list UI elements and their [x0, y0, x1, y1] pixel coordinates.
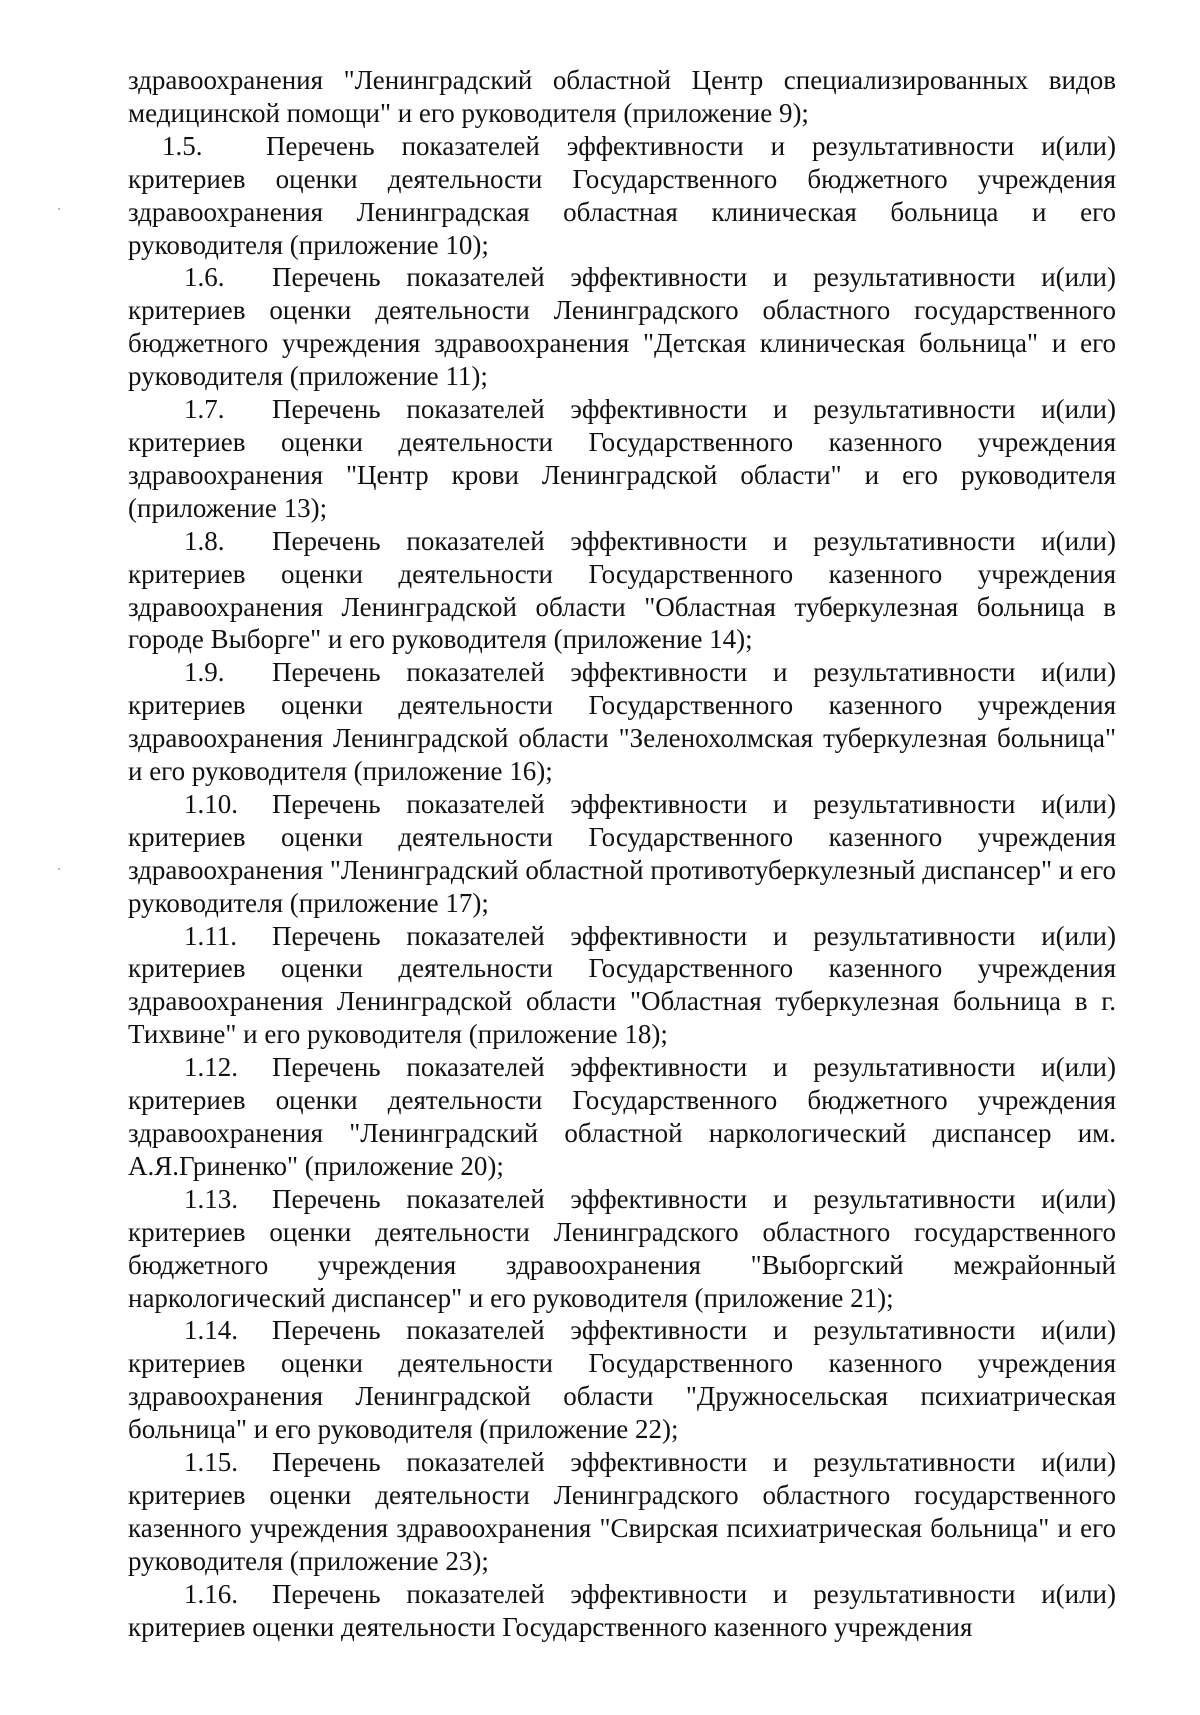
list-item [128, 130, 1116, 262]
item-text: Перечень показателей эффективности и результативности и(или) критериев оценки деятельности Государственного казенного учреждения здравоохранения "Ленинградский областной противотуберкулезный диспансер" и его руководителя (приложение 17); [128, 788, 1116, 918]
item-text: Перечень показателей эффективности и результативности и(или) критериев оценки деятельности Государственного бюджетного учреждения здравоохранения Ленинградская областная клиническая больница и его руководителя (приложение 10); [128, 130, 1116, 260]
item-number: 1.7. [184, 394, 225, 425]
document-page [128, 64, 1116, 1644]
list-item [128, 656, 1116, 788]
list-item [128, 261, 1116, 393]
list-item [128, 1183, 1116, 1315]
list-item [128, 393, 1116, 525]
item-text: Перечень показателей эффективности и результативности и(или) критериев оценки деятельности Государственного бюджетного учреждения здравоохранения "Ленинградский областной наркологический диспансер им. А.Я.Гриненко" (приложение 20); [128, 1052, 1116, 1181]
list-item [128, 788, 1116, 920]
scan-speck [58, 208, 60, 210]
item-text: Перечень показателей эффективности и результативности и(или) критериев оценки деятельности Ленинградского областного государственного казенного учреждения здравоохранения "Свирская психиатрическая больница" и его руководителя (приложение 23); [128, 1447, 1116, 1576]
item-number: 1.14. [184, 1315, 238, 1346]
item-text: Перечень показателей эффективности и результативности и(или) критериев оценки деятельности Ленинградского областного государственного бюджетного учреждения здравоохранения "Детская клиническая больница" и его руководителя (приложение 11); [128, 262, 1116, 392]
item-text: Перечень показателей эффективности и результативности и(или) критериев оценки деятельности Государственного казенного учреждения здравоохранения Ленинградской области "Областная туберкулезная больница в городе Выборге" и его руководителя (приложение 14); [128, 525, 1116, 655]
item-text: Перечень показателей эффективности и результативности и(или) критериев оценки деятельности Государственного казенного учреждения здравоохранения "Центр крови Ленинградской области" и его руководителя (приложение 13); [128, 394, 1116, 523]
item-text: Перечень показателей эффективности и результативности и(или) критериев оценки деятельности Государственного казенного учреждения здравоохранения Ленинградской области "Дружносельская психиатрическая больница" и его руководителя (приложение 22); [128, 1315, 1116, 1445]
item-number: 1.9. [184, 657, 225, 688]
item-number: 1.8. [184, 525, 225, 556]
item-text: Перечень показателей эффективности и результативности и(или) критериев оценки деятельности Ленинградского областного государственного бюджетного учреждения здравоохранения "Выборгский межрайонный наркологический диспансер" и его руководителя (приложение 21); [128, 1183, 1116, 1313]
item-text: Перечень показателей эффективности и результативности и(или) критериев оценки деятельности Государственного казенного учреждения здравоохранения Ленинградской области "Зеленохолмская туберкулезная больница" и его руководителя (приложение 16); [128, 657, 1116, 787]
item-number: 1.13. [184, 1183, 238, 1214]
list-item [128, 1051, 1116, 1183]
item-text: Перечень показателей эффективности и результативности и(или) критериев оценки деятельности Государственного казенного учреждения [128, 1578, 1116, 1642]
item-number: 1.15. [184, 1447, 238, 1478]
item-number: 1.16. [184, 1578, 238, 1609]
scan-speck [58, 868, 60, 870]
item-text: Перечень показателей эффективности и результативности и(или) критериев оценки деятельности Государственного казенного учреждения здравоохранения Ленинградской области "Областная туберкулезная больница в г. Тихвине" и его руководителя (приложение 18); [128, 920, 1116, 1050]
lead-paragraph: здравоохранения "Ленинградский областной Центр специализированных видов медицинской помощи" и его руководителя (приложение 9); [128, 65, 1116, 128]
list-item [128, 1578, 1116, 1644]
list-item [128, 525, 1116, 657]
item-number: 1.5. [162, 130, 203, 161]
item-number: 1.11. [184, 920, 237, 951]
item-number: 1.12. [184, 1052, 238, 1083]
list-item [128, 1446, 1116, 1578]
item-number: 1.6. [184, 262, 225, 293]
list-item [128, 1314, 1116, 1446]
item-number: 1.10. [184, 788, 238, 819]
list-item [128, 920, 1116, 1052]
